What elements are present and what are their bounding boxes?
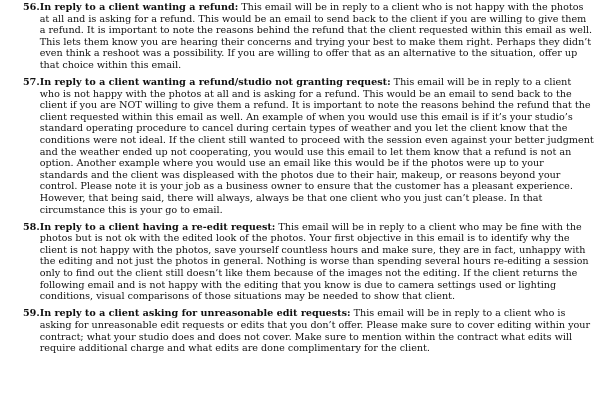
item-heading: In reply to a client having a re-edit request:	[39, 221, 276, 233]
item-body: This email will be in reply to a client who is not happy with the photos at all and is asking for a refund. This would be an email to send back to the client if you are willing to give them a refund. It is important to note the reasons behind the refund that the client requested within this email as well. This lets them know you are hearing their concerns and trying your best to make them right. Perhaps they didn’t even think a reshoot was a possibility. If you are willing to offer that as an alternative to the situation, offer up that choice within this email.	[39, 2, 593, 71]
numbered-list	[23, 2, 594, 355]
item-number: 57.	[23, 77, 40, 89]
list-item	[23, 308, 594, 354]
item-heading: In reply to a client asking for unreasonable edit requests:	[39, 308, 351, 320]
item-body: This email will be in reply to a client who is asking for unreasonable edit requests or edits that you don’t offer. Please make sure to cover editing within your contract; what your studio does and does not cover. Make sure to mention within the contract what edits will require additional charge and what edits are done complimentary for the client.	[39, 308, 591, 355]
item-body: This email will be in reply to a client who is not happy with the photos at all and is asking for a refund. This would be an email to send back to the client if you are NOT willing to give them a refund. It is important to note the reasons behind the refund that the client requested within this email as well. An example of when you would use this email is if it’s your studio’s standard operating procedure to cancel during certain types of weather and you let the client know that the conditions were not ideal. If the client still wanted to proceed with the session even against your better judgment and the weather ended up not cooperating, you would use this email to let them know that a refund is not an option. Another example where you would use an email like this would be if the photos were up to your standards and the client was displeased with the photos due to their hair, makeup, or reasons beyond your control. Please note it is your job as a business owner to ensure that the customer has a pleasant experience. However, that being said, there will always, always be that one client who you just can’t please. In that circumstance this is your go to email.	[39, 77, 594, 216]
item-heading: In reply to a client wanting a refund:	[39, 2, 239, 13]
list-item	[23, 77, 594, 216]
list-item	[23, 222, 594, 303]
list-item	[23, 2, 594, 72]
item-number: 58.	[23, 221, 40, 233]
item-content	[40, 308, 594, 354]
item-number: 59.	[23, 308, 40, 320]
item-content	[40, 222, 594, 303]
item-content	[40, 77, 594, 216]
item-number: 56.	[23, 2, 40, 13]
item-content	[40, 2, 594, 72]
item-heading: In reply to a client wanting a refund/studio not granting request:	[39, 77, 391, 89]
item-body: This email will be in reply to a client who may be fine with the photos but is not ok with the edited look of the photos. Your first objective in this email is to identify why the client is not happy with the photos, save yourself countless hours and make sure, they are in fact, unhappy with the editing and not just the photos in general. Nothing is worse than spending several hours re-editing a session only to find out the client still doesn’t like them because of the images not the editing. If the client returns the following email and is not happy with the editing that you know is due to camera settings used or lighting conditions, visual comparisons of those situations may be needed to show that client.	[39, 221, 589, 303]
